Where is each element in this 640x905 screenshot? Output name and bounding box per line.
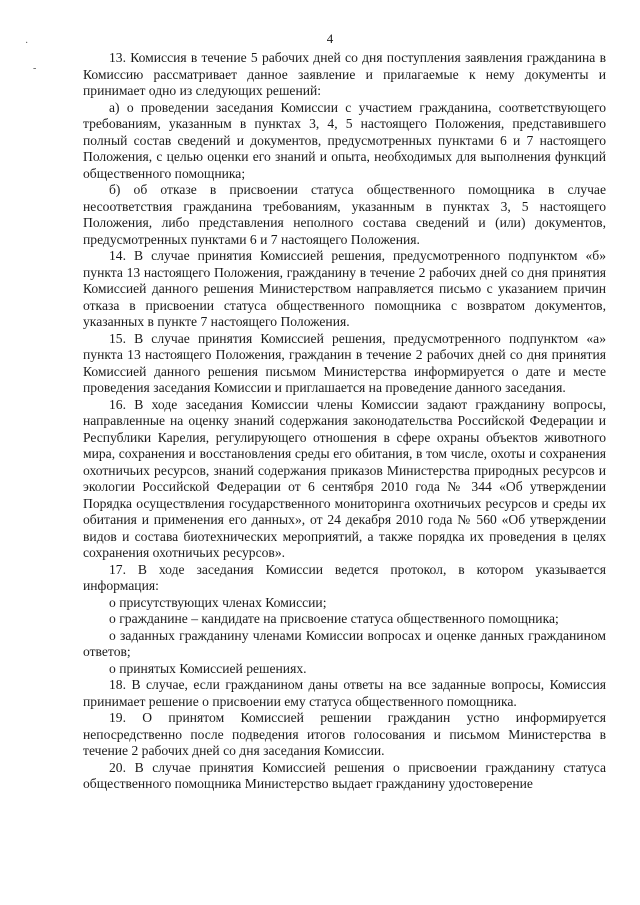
paragraph-15: 15. В случае принятия Комиссией решения, предусмотренного подпунктом «а» пункта 13 настоящего Положения, гражданин в течение 2 рабочих дней со дня принятия Комиссией данного решения письмом Министерства информируется о дате и месте проведения заседания Комиссии и приглашается на проведение данного заседания. — [83, 330, 606, 395]
paragraph-19: 19. О принятом Комиссией решении гражданин устно информируется непосредственно после подведения итогов голосования и письмом Министерства в течение 2 рабочих дней со дня заседания Комиссии. — [83, 710, 606, 758]
page-number: 4 — [326, 31, 334, 46]
paragraph-13: 13. Комиссия в течение 5 рабочих дней со дня поступления заявления гражданина в Комиссию рассматривает данное заявление и прилагаемые к нему документы и принимает одно из следующих решений: — [83, 50, 606, 98]
paragraph-16: 16. В ходе заседания Комиссии члены Комиссии задают гражданину вопросы, направленные на оценку знаний содержания законодательства Российской Федерации и Республики Карелия, регулирующего отношения в сфере охраны объектов животного мира, сохранения и восстановления среды его обитания, в том числе, охоты и сохранения охотничьих ресурсов, знаний содержания приказов Министерства природных ресурсов и экологии Российской Федерации от 6 сентября 2010 года № 344 «Об утверждении Порядка осуществления государственного мониторинга охотничьих ресурсов и среды их обитания и применения его данных», от 24 декабря 2010 года № 560 «Об утверждении видов и состава биотехнических мероприятий, а также порядка их проведения в целях сохранения охотничьих ресурсов». — [83, 396, 606, 560]
list-item: о заданных гражданину членами Комиссии вопросах и оценке данных гражданином ответов; — [83, 627, 606, 659]
paragraph-14: 14. В случае принятия Комиссией решения, предусмотренного подпунктом «б» пункта 13 настоящего Положения, гражданину в течение 2 рабочих дней со дня принятия Комиссией данного решения Министерством направляется письмо с указанием причин отказа в присвоении статуса общественного помощника с возвратом документов, указанных в пункте 7 настоящего Положения. — [83, 248, 606, 329]
paragraph-20: 20. В случае принятия Комиссией решения о присвоении гражданину статуса общественного помощника Министерство выдает гражданину удостоверение — [83, 759, 606, 791]
list-item: о гражданине – кандидате на присвоение статуса общественного помощника; — [109, 611, 559, 626]
list-item: о присутствующих членах Комиссии; — [109, 594, 327, 610]
document-body — [83, 50, 606, 793]
list-item: о принятых Комиссией решениях. — [109, 660, 307, 676]
paragraph-17: 17. В ходе заседания Комиссии ведется протокол, в котором указывается информация: — [83, 561, 606, 593]
paragraph-18: 18. В случае, если гражданином даны ответы на все заданные вопросы, Комиссия принимает решение о присвоении ему статуса общественного помощника. — [83, 677, 606, 709]
scan-speck-mark: - — [33, 63, 37, 74]
paragraph-13b: б) об отказе в присвоении статуса общественного помощника в случае несоответствия гражданина требованиям, указанным в пунктах 3, 5 настоящего Положения, либо представления неполного состава сведений и (или) документов, предусмотренных пунктами 6 и 7 настоящего Положения. — [83, 182, 606, 247]
scan-speck-mark: · — [25, 38, 29, 49]
paragraph-13a: а) о проведении заседания Комиссии с участием гражданина, соответствующего требованиям, указанным в пунктах 3, 4, 5 настоящего Положения, представившего полный состав сведений и документов, предусмотренных пунктами 6 и 7 настоящего Положения, с целью оценки его знаний и опыта, необходимых для выполнения функций общественного помощника; — [83, 99, 606, 181]
